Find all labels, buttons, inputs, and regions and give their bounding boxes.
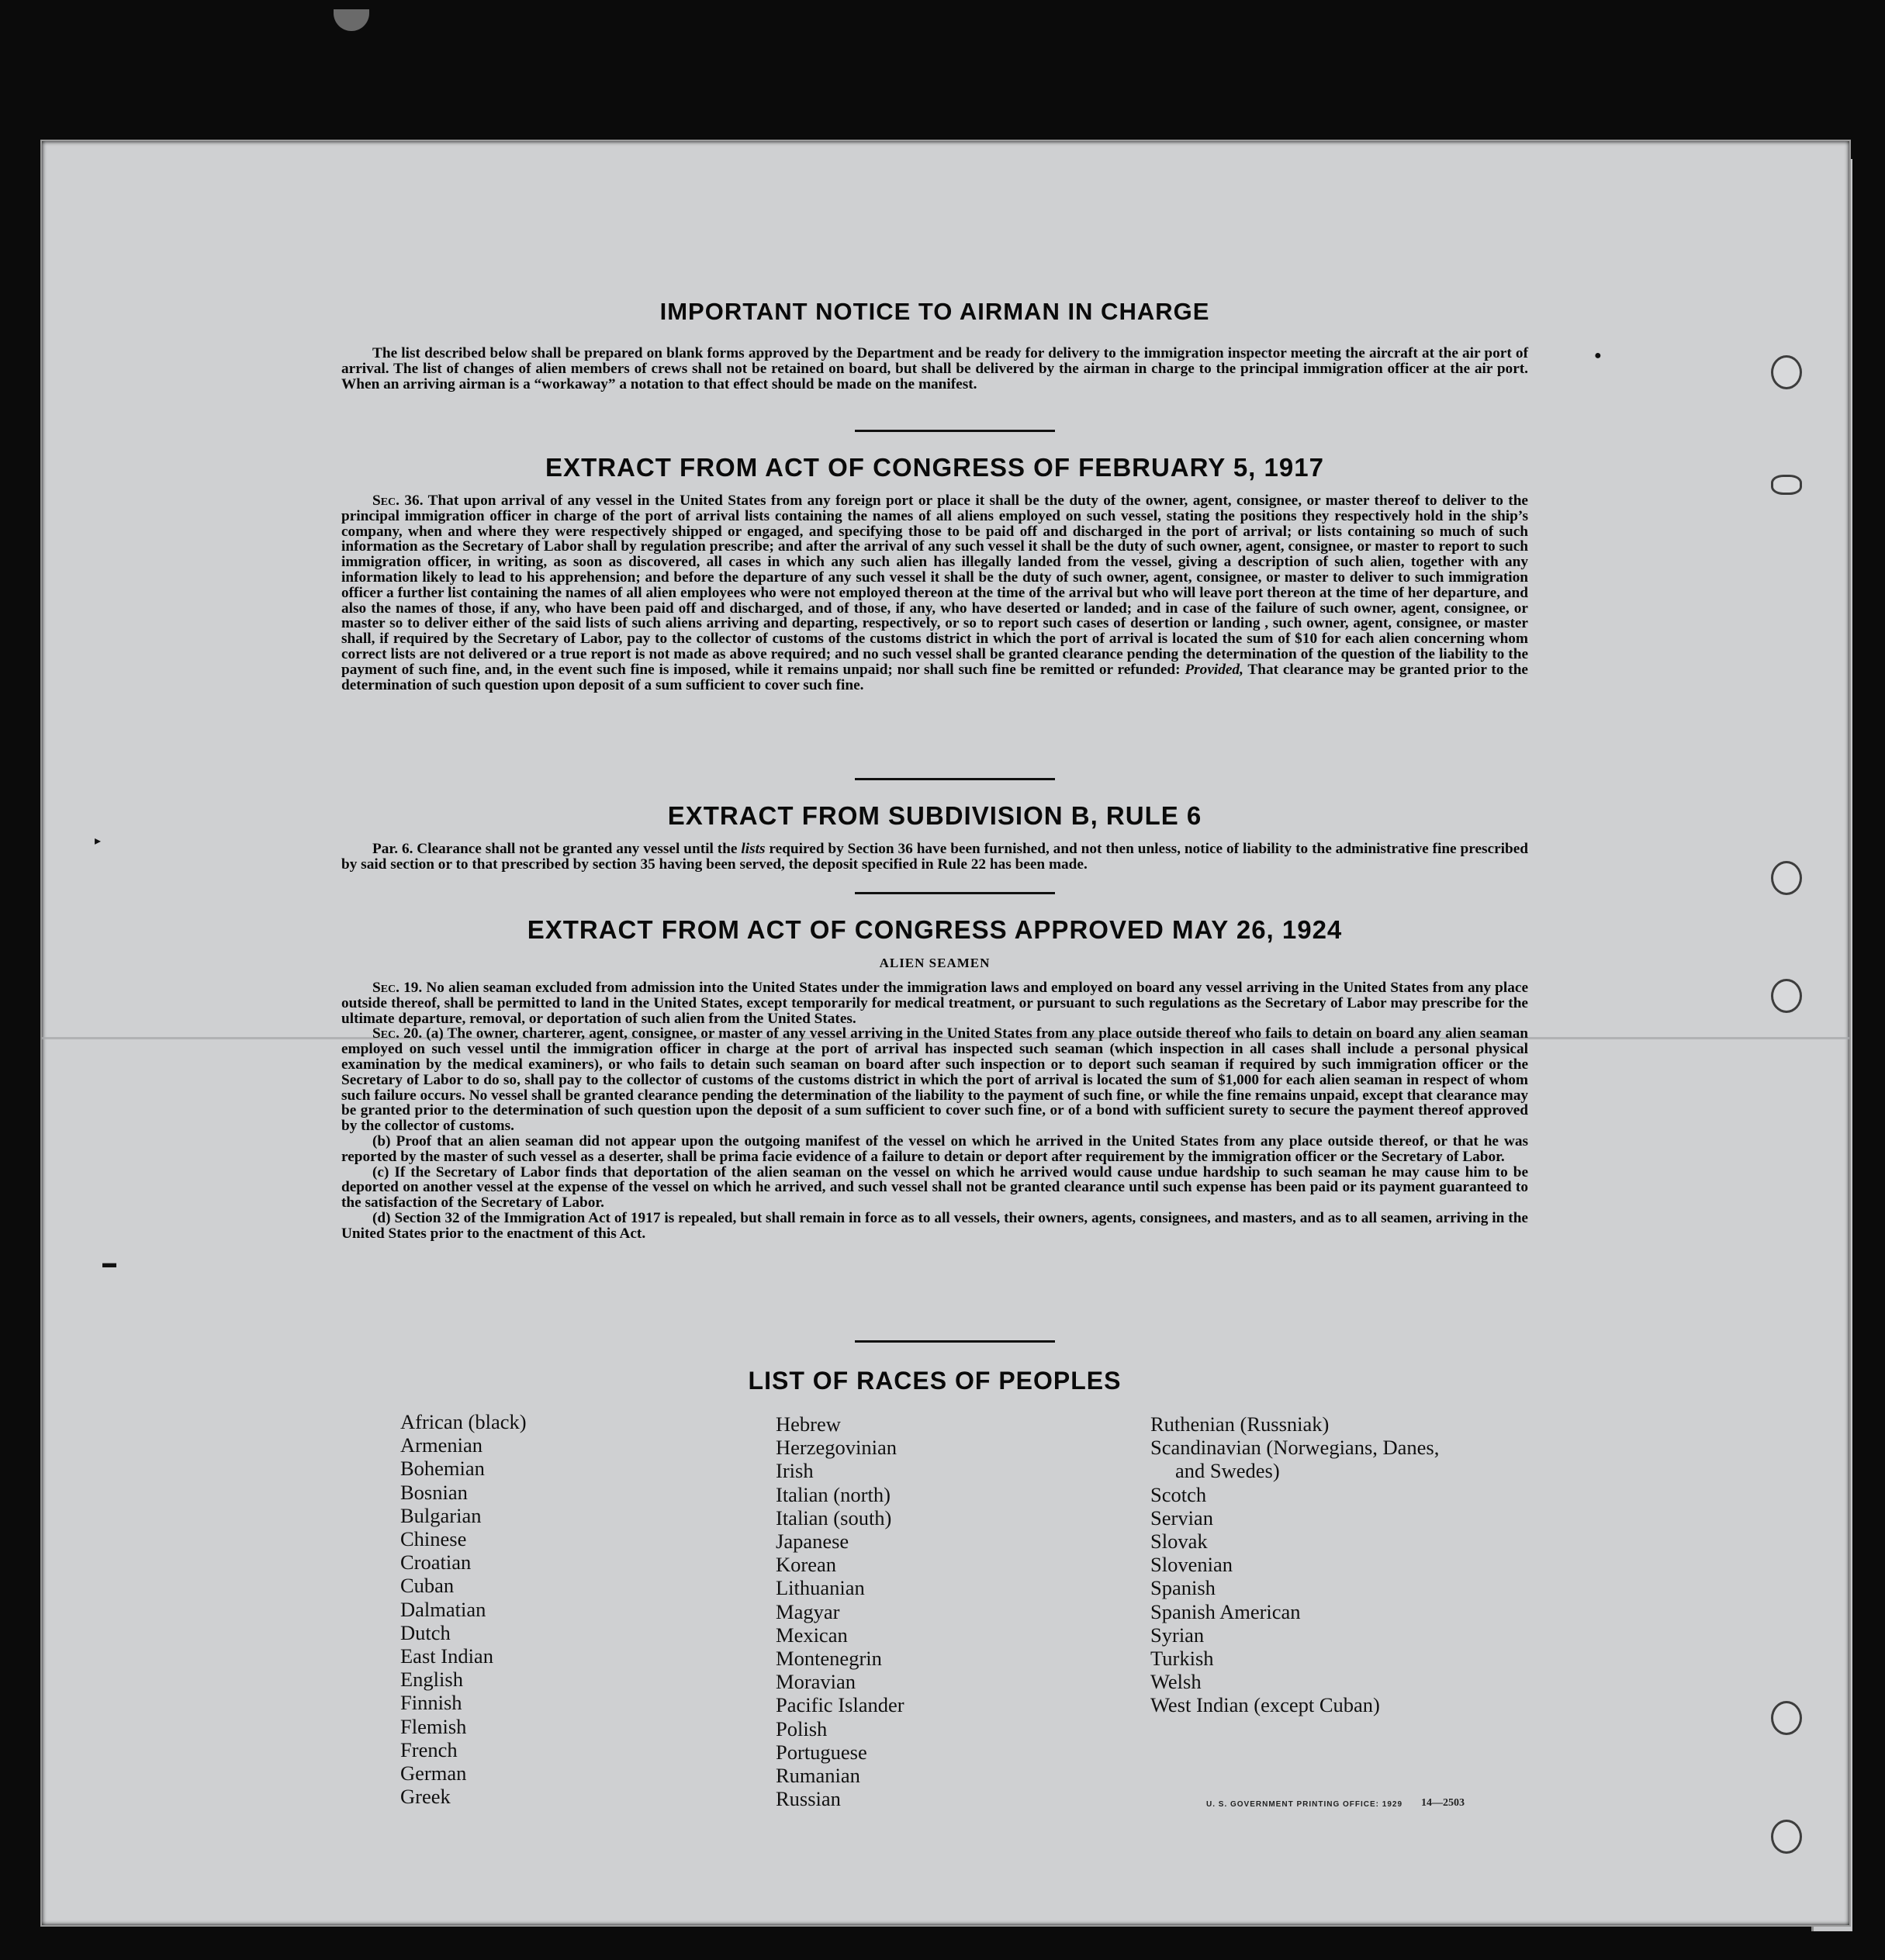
form-number: 14—2503 — [1421, 1797, 1465, 1809]
race-item: Chinese — [400, 1527, 467, 1551]
section-divider — [855, 892, 1055, 894]
provided-label: Provided, — [1185, 661, 1243, 678]
rule-6-text-b: required by Section 36 have been furnished, and not then unless, notice of liability to the administrative fine prescribed by said section or to that prescribed by section 35 having been served, the deposit specified in Rule 22 has been made. — [341, 841, 1528, 873]
sec-20d-paragraph: (d) Section 32 of the Immigration Act of 1917 is repealed, but shall remain in force as to all vessels, their owners, agents, consignees, and masters, and as to all seamen, arriving in the United States prior to the enactment of this Act. — [341, 1209, 1528, 1242]
race-item: Herzegovinian — [776, 1436, 897, 1460]
race-item: Servian — [1150, 1505, 1213, 1530]
sec-19-label: Sec. 19. — [372, 980, 423, 996]
race-item: Slovak — [1150, 1530, 1208, 1554]
race-item: Slovenian — [1150, 1553, 1233, 1577]
race-item: Welsh — [1150, 1670, 1202, 1694]
races-column-3 — [1150, 1412, 1439, 1717]
binder-hole — [1771, 861, 1802, 895]
extract-1917-section — [341, 493, 1528, 693]
race-item: Russian — [776, 1787, 841, 1811]
sec-20a-text: (a) The owner, charterer, agent, consignee, or master of any vessel arriving in the United States from any place outside thereof who fails to detain on board any alien seaman employed on such vessel until the immigration officer in charge at the port of arrival has inspected such seaman (which inspection in all cases shall include a personal physical examination by the medical examiners), or who fails to detain such seaman on board after such inspection or to deport such seaman if required by such immigration officer or the Secretary of Labor to do so, shall pay to the collector of customs of the customs district in which the port of arrival is located the sum of $1,000 for each alien seaman in respect of whom such failure occurs. No vessel shall be granted clearance pending the determination of the liability to the payment of such fine, or while the fine remains unpaid, except that clearance may be granted prior to the determination of such question upon the deposit of a sum sufficient to cover such fine, or of a bond with sufficient surety to secure the payment thereof approved by the collector of customs. — [341, 1025, 1528, 1135]
race-item: French — [400, 1737, 458, 1761]
sec-19-paragraph — [341, 980, 1528, 1026]
printer-imprint: U. S. GOVERNMENT PRINTING OFFICE: 1929 — [1206, 1800, 1403, 1809]
race-item: Irish — [776, 1459, 814, 1483]
scan-speck: ▸ — [95, 835, 102, 848]
race-item: Dalmatian — [400, 1597, 486, 1621]
sec-36-label: Sec. 36. — [372, 493, 424, 509]
race-item: Korean — [776, 1553, 836, 1577]
scan-speck: ▬ — [102, 1255, 116, 1270]
binder-hole — [1771, 355, 1802, 389]
race-item: Hebrew — [776, 1412, 841, 1436]
race-item: Turkish — [1150, 1647, 1214, 1671]
race-item: Cuban — [400, 1574, 455, 1598]
race-item: Scandinavian (Norwegians, Danes, — [1150, 1436, 1440, 1460]
race-item: African (black) — [400, 1410, 527, 1433]
race-item: Croatian — [400, 1550, 472, 1575]
races-column-2 — [776, 1412, 904, 1810]
race-item: Magyar — [776, 1599, 840, 1623]
race-item: East Indian — [400, 1644, 493, 1668]
race-item: Bosnian — [400, 1480, 468, 1504]
race-item: Bulgarian — [400, 1503, 482, 1527]
race-item: Italian (north) — [776, 1482, 891, 1506]
notice-body: The list described below shall be prepared on blank forms approved by the Department and be ready for delivery to the immigration inspector meeting the aircraft at the air port of arrival. The list of changes of alien members of crews shall not be retained on board, but shall be delivered by the airman in charge to the principal immigration officer at the air port. When an arriving airman is a “workaway” a notation to that effect should be made on the manifest. — [341, 345, 1528, 392]
race-item: Lithuanian — [776, 1576, 865, 1600]
sec-20b-paragraph: (b) Proof that an alien seaman did not appear upon the outgoing manifest of the vessel on which he arrived in the United States from any place outside thereof, or that he was reported by the master of such vessel as a deserter, shall be prima facie evidence of a failure to detain or deport after requirement by the immigration officer or the Secretary of Labor. — [341, 1132, 1528, 1165]
races-heading: LIST OF RACES OF PEOPLES — [748, 1367, 1122, 1395]
rule-6-section — [341, 842, 1528, 873]
scan-speck: ● — [1594, 349, 1602, 362]
race-item: Armenian — [400, 1433, 482, 1457]
rule-6-heading: EXTRACT FROM SUBDIVISION B, RULE 6 — [667, 801, 1202, 830]
race-item: Scotch — [1150, 1482, 1207, 1506]
section-divider — [855, 430, 1055, 432]
race-item: Finnish — [400, 1691, 462, 1715]
race-item: and Swedes) — [1175, 1459, 1280, 1483]
races-column-1 — [400, 1410, 527, 1808]
race-item: Portuguese — [776, 1740, 867, 1764]
sec-36-text: That upon arrival of any vessel in the United States from any foreign port or place it shall be the duty of the owner, agent, consignee, or master thereof to deliver to the principal immigration officer in charge of the port of arrival lists containing the names of all aliens employed on such vessel, stating the positions they respectively hold in the ship’s company, when and where they were respectively shipped or engaged, and specifying those to be paid off and discharged in the port of arrival; or lists containing so much of such information as the Secretary of Labor shall by regulation prescribe; and after the arrival of any such vessel it shall be the duty of such owner, agent, consignee, or master to report to such immigration officer, in writing, as soon as discovered, all cases in which any such alien has illegally landed from the vessel, giving a description of such alien, together with any information likely to lead to his apprehension; and before the departure of any such vessel it shall be the duty of such owner, agent, consignee, or master to deliver to such immigration officer a further list containing the names of all alien employees who were not employed thereon at the time of the arrival but who will leave port thereon at the time of her departure, and also the names of those, if any, who have been paid off and discharged, and of those, if any, who have deserted or landed; and in case of the failure of such owner, agent, consignee, or master so to deliver either of the said lists of such aliens arriving and departing, respectively, or so to report such cases of desertion or landing , such owner, agent, consignee, or master shall, if required by the Secretary of Labor, pay to the collector of customs of the customs district in which the port of arrival is located the sum of $10 for each alien concerning whom correct lists are not delivered or a true report is not made as above required; and no such vessel shall be granted clearance pending the determination of the question of the liability to the payment of such fine, and, in the event such fine is imposed, while it remains unpaid; nor shall such fine be remitted or refunded: — [341, 493, 1528, 678]
binder-hole — [1771, 475, 1802, 495]
lists-word: lists — [741, 841, 766, 857]
race-item: Montenegrin — [776, 1647, 882, 1671]
race-item: Bohemian — [400, 1457, 485, 1481]
extract-1917-heading: EXTRACT FROM ACT OF CONGRESS OF FEBRUARY 5, 1917 — [545, 453, 1324, 482]
sec-20c-paragraph: (c) If the Secretary of Labor finds that deportation of the alien seaman on the vessel on which he arrived would cause undue hardship to such seaman he may cause him to be deported on another vessel at the expense of the vessel on which he arrived, and such vessel shall not be granted clearance until such expense has been paid or its payment guaranteed to the satisfaction of the Secretary of Labor. — [341, 1163, 1528, 1212]
binder-hole — [1771, 1701, 1802, 1735]
proviso-text: That clearance may be granted prior to the determination of such question upon deposit of a sum sufficient to cover such fine. — [341, 661, 1528, 693]
race-item: West Indian (except Cuban) — [1150, 1693, 1380, 1717]
notice-section — [341, 346, 1528, 392]
race-item: German — [400, 1761, 467, 1785]
sec-20a-paragraph — [341, 1026, 1528, 1134]
race-item: English — [400, 1668, 463, 1692]
race-item: Mexican — [776, 1623, 848, 1647]
race-item: Spanish — [1150, 1576, 1216, 1600]
race-item: Ruthenian (Russniak) — [1150, 1412, 1330, 1436]
race-item: Moravian — [776, 1670, 856, 1694]
section-divider — [855, 778, 1055, 780]
alien-seamen-subheading: ALIEN SEAMEN — [879, 956, 991, 970]
notice-heading: IMPORTANT NOTICE TO AIRMAN IN CHARGE — [659, 298, 1210, 325]
section-divider — [855, 1340, 1055, 1343]
race-item: Flemish — [400, 1714, 467, 1738]
race-item: Italian (south) — [776, 1505, 892, 1530]
race-item: Greek — [400, 1785, 451, 1809]
race-item: Japanese — [776, 1530, 849, 1554]
rule-6-body — [341, 842, 1528, 873]
race-item: Rumanian — [776, 1764, 860, 1788]
race-item: Syrian — [1150, 1623, 1205, 1647]
binder-hole — [1771, 979, 1802, 1013]
extract-1917-body — [341, 493, 1528, 693]
sec-20-label: Sec. 20. — [372, 1025, 423, 1042]
race-item: Polish — [776, 1716, 828, 1740]
race-item: Dutch — [400, 1620, 451, 1644]
extract-1924-section — [341, 956, 1528, 1242]
scanner-tab-mark — [334, 9, 369, 31]
extract-1924-heading: EXTRACT FROM ACT OF CONGRESS APPROVED MAY 26, 1924 — [527, 915, 1343, 944]
sec-19-text: No alien seaman excluded from admission into the United States under the immigration laws and employed on board any vessel arriving in the United States from any place outside thereof, shall be permitted to land in the United States, except temporarily for medical treatment, or pursuant to such regulations as the Secretary of Labor may prescribe for the ultimate departure, removal, or deportation of such alien from the United States. — [341, 980, 1529, 1027]
rule-6-text-a: Par. 6. Clearance shall not be granted any vessel until the — [372, 841, 738, 857]
race-item: Spanish American — [1150, 1599, 1301, 1623]
binder-hole — [1771, 1820, 1802, 1854]
race-item: Pacific Islander — [776, 1693, 904, 1717]
